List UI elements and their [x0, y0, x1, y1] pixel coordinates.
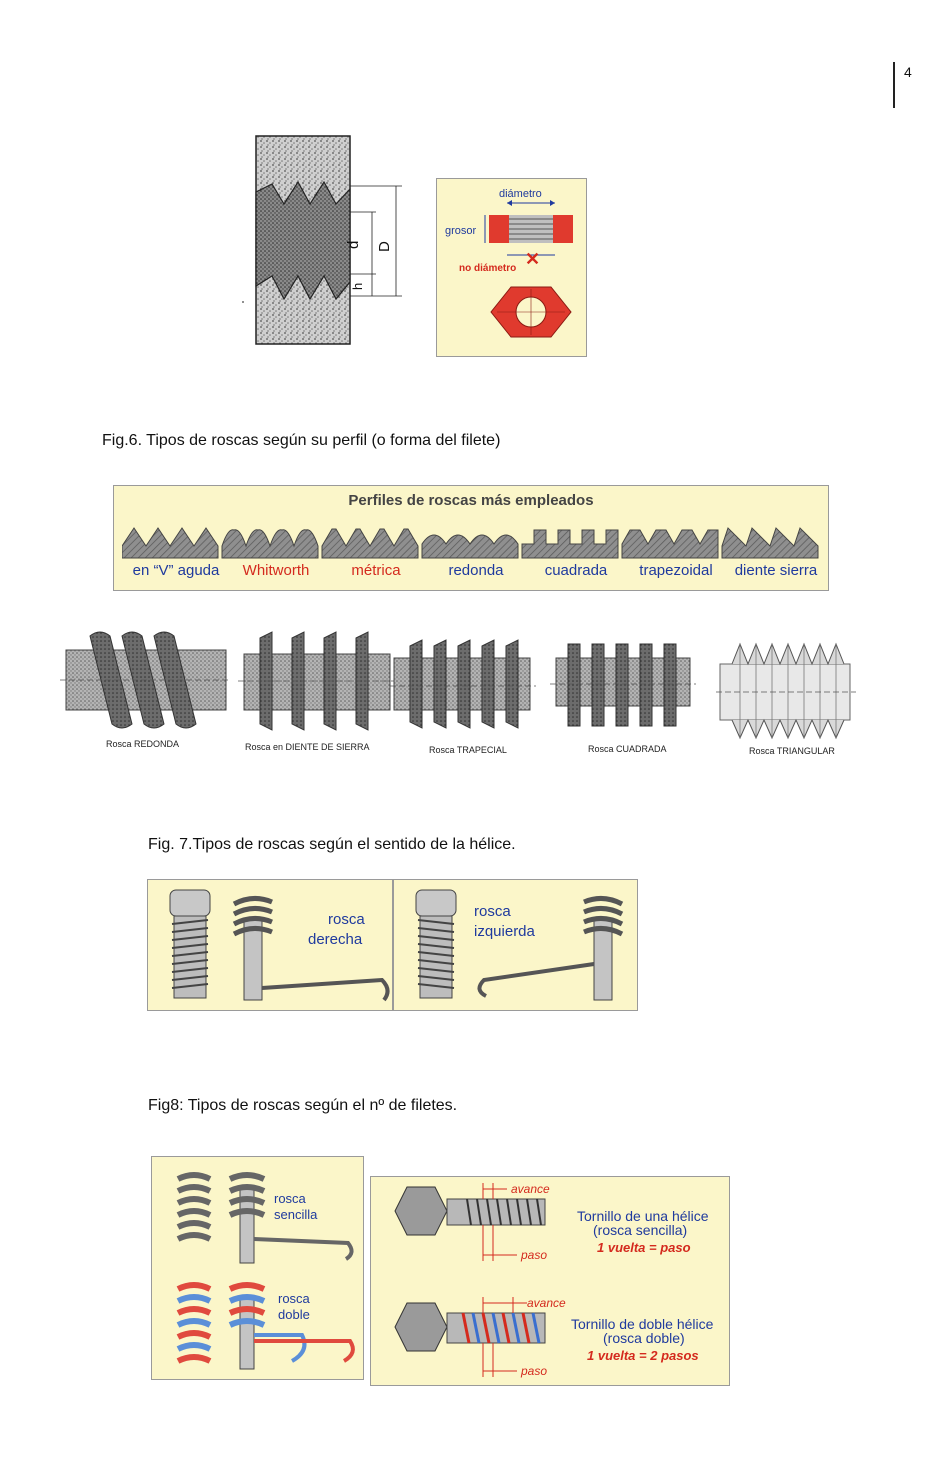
x-mark-icon: ✕: [525, 249, 541, 269]
rosca-derecha-label-1: rosca: [328, 911, 365, 928]
profile-label: diente sierra: [734, 562, 818, 579]
double-helix-title-2: (rosca doble): [603, 1330, 685, 1346]
double-thread-coil-icon: [178, 1285, 210, 1361]
lead-pitch-panel: [370, 1176, 730, 1386]
fig8-caption: Fig8: Tipos de roscas según el nº de filetes.: [148, 1097, 458, 1114]
rosca-derecha-label-2: derecha: [308, 931, 363, 948]
single-thread-coil-icon: [178, 1175, 210, 1239]
paso-label-single: paso: [521, 1248, 548, 1262]
double-helix-title-1: Tornillo de doble hélice: [571, 1316, 714, 1332]
sawtooth-thread-screw-icon: [238, 632, 396, 730]
trapezoidal-profile-shape: [622, 530, 718, 558]
triangular-thread-screw-icon: [716, 644, 856, 738]
fig7-caption: Fig. 7.Tipos de roscas según el sentido de la hélice.: [148, 836, 516, 853]
screw-label-redonda: Rosca REDONDA: [106, 739, 180, 749]
rosca-izquierda-label-2: izquierda: [474, 923, 535, 940]
screw-label-cuadrada: Rosca CUADRADA: [588, 744, 667, 754]
screw-label-trapecial: Rosca TRAPECIAL: [429, 745, 507, 755]
metric-profile-shape: [322, 529, 418, 558]
nut-diameter-figure: [436, 178, 587, 357]
rosca-sencilla-label-2: sencilla: [274, 1207, 318, 1222]
left-hand-thread-panel: [393, 879, 638, 1011]
single-double-thread-panel: [151, 1156, 364, 1380]
profile-label: redonda: [448, 562, 504, 579]
thread-profiles-panel: [113, 485, 829, 591]
whitworth-profile-shape: [222, 530, 318, 558]
double-helix-rule: 1 vuelta = 2 pasos: [587, 1348, 699, 1363]
label-d: d: [345, 240, 362, 249]
single-helix-rule: 1 vuelta = paso: [597, 1240, 691, 1255]
label-h: h: [350, 282, 365, 290]
label-D: D: [376, 241, 393, 252]
page-number-divider: [893, 62, 895, 108]
grosor-label: grosor: [445, 225, 477, 237]
sawtooth-profile-shape: [722, 528, 818, 558]
profile-label: trapezoidal: [639, 562, 713, 579]
profile-label: Whitworth: [242, 562, 310, 579]
thread-cross-section-figure: [236, 134, 411, 346]
threaded-rod-icon: [170, 890, 210, 998]
round-thread-screw-icon: [60, 632, 230, 728]
right-hand-thread-panel: [147, 879, 393, 1011]
avance-label-single: avance: [511, 1182, 550, 1196]
fig6-caption: Fig.6. Tipos de roscas según su perfil (o forma del filete): [102, 432, 501, 449]
screw-types-row: [60, 624, 860, 760]
diametro-label: diámetro: [499, 188, 542, 200]
threaded-rod-icon: [416, 890, 456, 998]
profiles-panel-title: Perfiles de roscas más empleados: [348, 492, 594, 509]
round-profile-shape: [422, 535, 518, 558]
rosca-sencilla-label-1: rosca: [274, 1191, 306, 1206]
single-helix-title-2: (rosca sencilla): [593, 1222, 688, 1238]
v-profile-shape: [122, 528, 218, 558]
screw-label-sierra: Rosca en DIENTE DE SIERRA: [245, 742, 370, 752]
page-number: 4: [904, 64, 912, 80]
paso-label-double: paso: [521, 1364, 548, 1378]
square-thread-screw-icon: [550, 644, 696, 726]
single-helix-title-1: Tornillo de una hélice: [577, 1208, 709, 1224]
rosca-doble-label-2: doble: [278, 1307, 310, 1322]
avance-label-double: avance: [527, 1296, 566, 1310]
no-diametro-label: no diámetro: [459, 263, 517, 274]
rosca-doble-label-1: rosca: [278, 1291, 310, 1306]
profile-label: cuadrada: [544, 562, 608, 579]
rosca-izquierda-label-1: rosca: [474, 903, 511, 920]
profile-label: en “V” aguda: [132, 562, 220, 579]
profile-label: métrica: [351, 562, 401, 579]
trapezoidal-thread-screw-icon: [390, 640, 536, 728]
screw-label-triangular: Rosca TRIANGULAR: [749, 746, 835, 756]
square-profile-shape: [522, 530, 618, 558]
